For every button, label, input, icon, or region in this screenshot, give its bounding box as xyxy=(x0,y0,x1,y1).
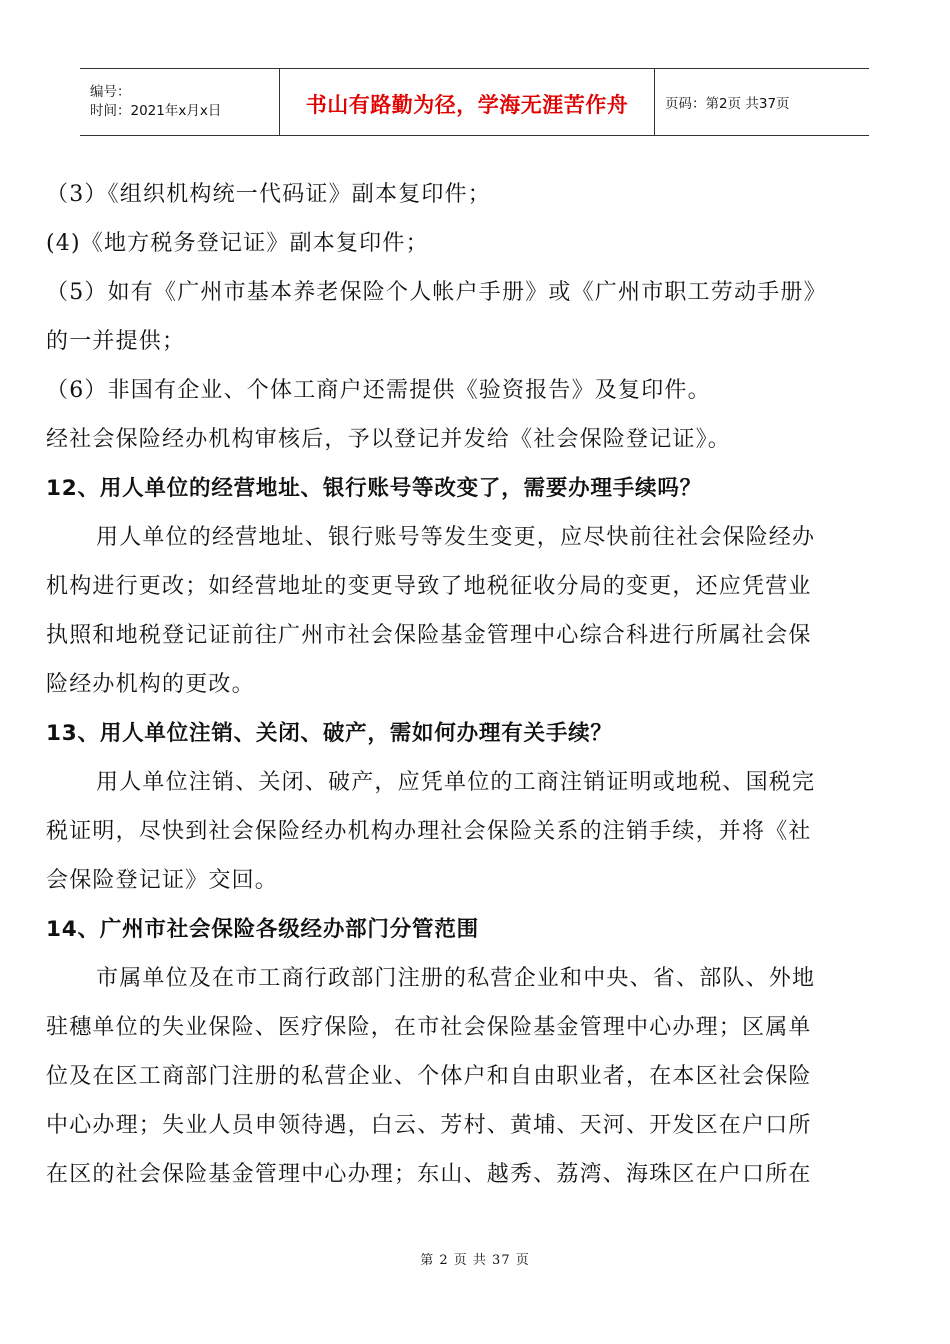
body-line: 中心办理；失业人员申领待遇，白云、芳村、黄埔、天河、开发区在户口所 xyxy=(46,1113,812,1138)
body-line: 市属单位及在市工商行政部门注册的私营企业和中央、省、部队、外地 xyxy=(96,966,816,991)
page-header xyxy=(80,68,869,136)
page-number-label: 页码：第2页 共37页 xyxy=(665,96,790,112)
section-heading-14: 14、广州市社会保险各级经办部门分管范围 xyxy=(46,917,479,942)
document-body xyxy=(46,170,906,1199)
body-line: 险经办机构的更改。 xyxy=(46,672,255,697)
date-label: 时间：2021年x月x日 xyxy=(90,103,222,119)
body-line: 的一并提供； xyxy=(46,329,186,354)
body-line: 经社会保险经办机构审核后，予以登记并发给《社会保险登记证》。 xyxy=(46,427,732,452)
body-line: 税证明，尽快到社会保险经办机构办理社会保险关系的注销手续，并将《社 xyxy=(46,819,812,844)
body-line: 机构进行更改；如经营地址的变更导致了地税征收分局的变更，还应凭营业 xyxy=(46,574,812,599)
section-heading-13: 13、用人单位注销、关闭、破产，需如何办理有关手续？ xyxy=(46,721,613,746)
body-line: 驻穗单位的失业保险、医疗保险，在市社会保险基金管理中心办理；区属单 xyxy=(46,1015,812,1040)
section-heading-12: 12、用人单位的经营地址、银行账号等改变了，需要办理手续吗？ xyxy=(46,476,702,501)
body-line: 位及在区工商部门注册的私营企业、个体户和自由职业者，在本区社会保险 xyxy=(46,1064,812,1089)
body-line: 会保险登记证》交回。 xyxy=(46,868,279,893)
header-motto-cell xyxy=(280,69,655,135)
body-line: 执照和地税登记证前往广州市社会保险基金管理中心综合科进行所属社会保 xyxy=(46,623,812,648)
motto-text: 书山有路勤为径，学海无涯苦作舟 xyxy=(305,93,629,117)
header-page-cell xyxy=(655,69,869,135)
body-line: (4)《地方税务登记证》副本复印件； xyxy=(46,231,429,256)
body-line: 用人单位注销、关闭、破产，应凭单位的工商注销证明或地税、国税完 xyxy=(96,770,816,795)
header-meta xyxy=(80,69,280,135)
body-line: （6）非国有企业、个体工商户还需提供《验资报告》及复印件。 xyxy=(46,378,711,403)
body-line: 在区的社会保险基金管理中心办理；东山、越秀、荔湾、海珠区在户口所在 xyxy=(46,1162,812,1187)
page-footer: 第 2 页 共 37 页 xyxy=(420,1253,530,1268)
body-line: 用人单位的经营地址、银行账号等发生变更，应尽快前往社会保险经办 xyxy=(96,525,816,550)
body-line: （3）《组织机构统一代码证》副本复印件； xyxy=(46,182,491,207)
body-line: （5）如有《广州市基本养老保险个人帐户手册》或《广州市职工劳动手册》 xyxy=(46,280,827,305)
doc-number-label: 编号： xyxy=(90,84,131,100)
